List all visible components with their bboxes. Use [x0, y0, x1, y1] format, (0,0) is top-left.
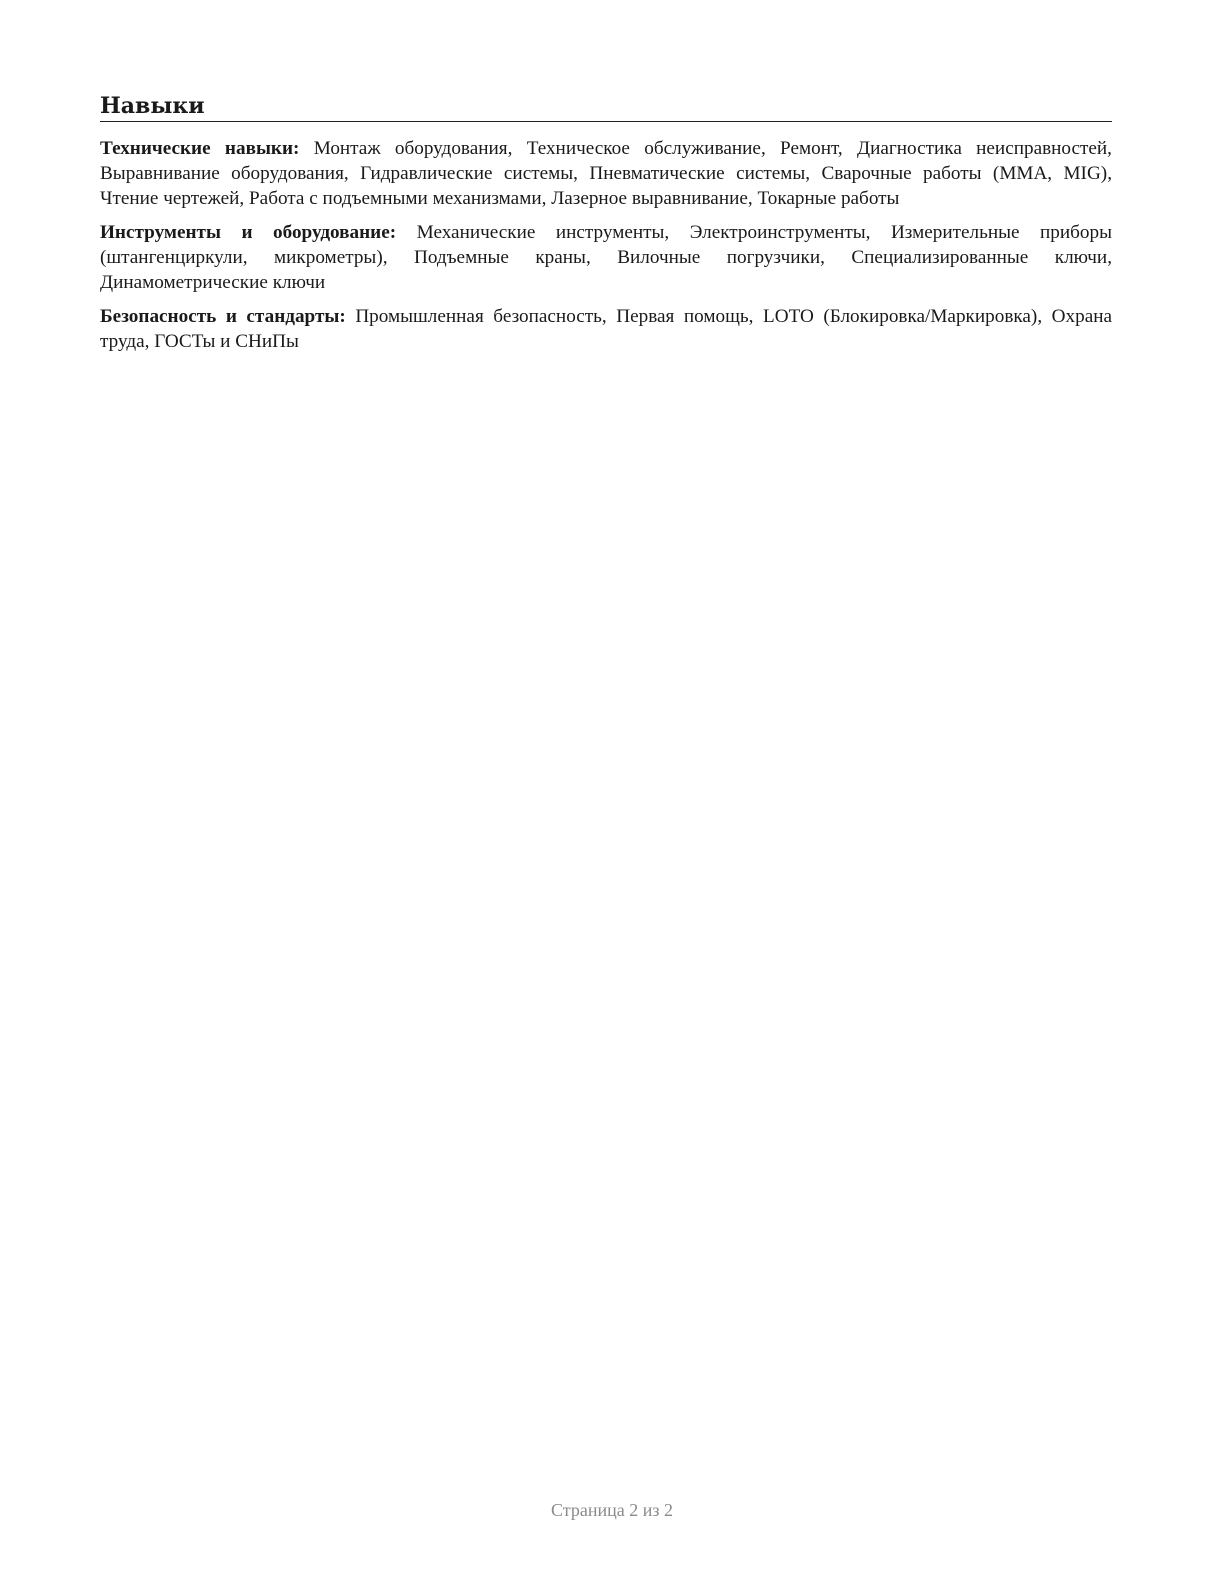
skill-text: Монтаж оборудования, Техническое обслуживание, Ремонт, Диагностика неисправностей, Выравнивание оборудования, Гидравлические системы, Пневматические системы, Сварочные работы (MMA, MIG), Чтение чертежей, Работа с подъемными механизмами, Лазерное выравнивание, Токарные работы [100, 138, 1112, 209]
skill-label: Безопасность и стандарты: [100, 306, 346, 327]
section-title: Навыки [100, 92, 1112, 122]
skill-row-tools [100, 220, 1112, 295]
skill-text: Промышленная безопасность, Первая помощь, LOTO (Блокировка/Маркировка), Охрана труда, ГОСТы и СНиПы [100, 306, 1112, 352]
skill-label: Инструменты и оборудование: [100, 222, 397, 243]
skill-row-technical [100, 136, 1112, 211]
skill-text: Механические инструменты, Электроинструменты, Измерительные приборы (штангенциркули, микрометры), Подъемные краны, Вилочные погрузчики, Специализированные ключи, Динамометрические ключи [100, 222, 1112, 293]
document-page [100, 92, 1112, 354]
skill-row-safety [100, 304, 1112, 354]
page-number-footer: Страница 2 из 2 [551, 1500, 673, 1520]
skill-label: Технические навыки: [100, 138, 300, 159]
